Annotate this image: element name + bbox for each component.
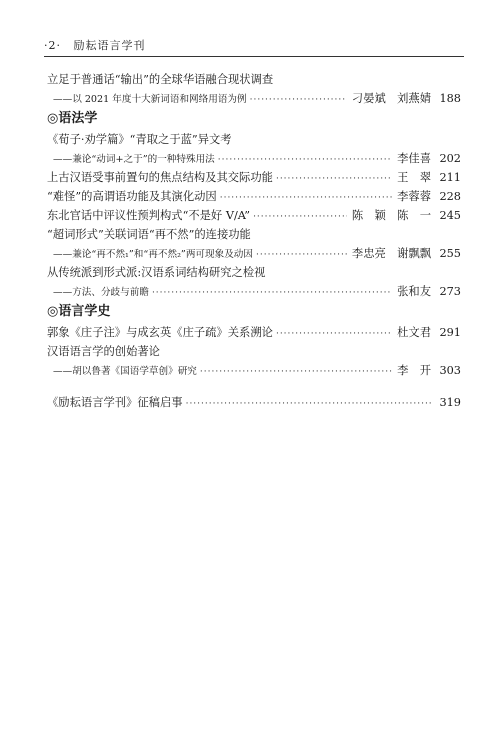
dot-leader <box>152 284 392 303</box>
entry-title: 郭象《庄子注》与成玄英《庄子疏》关系溯论 <box>47 326 273 339</box>
entry-author: 陈 颖 陈 一 <box>351 209 431 222</box>
toc-entry-subtitle[interactable] <box>47 282 461 301</box>
entry-page: 211 <box>439 171 461 184</box>
entry-page: 202 <box>439 152 461 165</box>
entry-title: “难怪”的高谓语功能及其演化动因 <box>47 190 217 203</box>
toc-entry[interactable] <box>47 168 461 187</box>
entry-title: 《荀子·劝学篇》“青取之于蓝”异文考 <box>47 133 232 146</box>
running-header <box>44 37 464 53</box>
entry-page: 319 <box>439 396 461 409</box>
entry-author: 李蓉蓉 <box>397 190 431 203</box>
entry-author: 杜文君 <box>397 326 431 339</box>
toc-entry-subtitle[interactable] <box>47 361 461 380</box>
entry-title: 汉语语言学的创始著论 <box>47 345 160 358</box>
entry-author: 王 翠 <box>397 171 431 184</box>
entry-author: 李忠亮 谢飘飘 <box>351 247 431 260</box>
entry-subtitle: ——兼论“再不然₁”和“再不然₂”两可现象及动因 <box>53 249 253 260</box>
toc-entry-subtitle[interactable] <box>47 89 461 108</box>
toc-entry-title[interactable] <box>47 130 461 149</box>
table-of-contents <box>47 70 461 412</box>
dot-leader <box>276 325 392 344</box>
entry-subtitle: ——方法、分歧与前瞻 <box>53 287 149 298</box>
toc-entry[interactable] <box>47 206 461 225</box>
entry-author: 刁晏斌 刘燕婧 <box>351 92 431 105</box>
entry-title: 从传统派到形式派:汉语系词结构研究之检视 <box>47 266 266 279</box>
entry-page: 188 <box>439 92 461 105</box>
toc-entry[interactable] <box>47 323 461 342</box>
section-heading-grammar: ◎语法学 <box>47 111 98 126</box>
entry-title: “超词形式”关联词语“再不然”的连接功能 <box>47 228 251 241</box>
section-heading-history: ◎语言学史 <box>47 304 111 319</box>
toc-entry-title[interactable] <box>47 263 461 282</box>
header-rule <box>44 56 464 57</box>
toc-entry-title[interactable] <box>47 225 461 244</box>
page-marker: ·2· <box>44 39 61 52</box>
toc-entry-title[interactable] <box>47 70 461 89</box>
dot-leader <box>253 208 347 227</box>
dot-leader <box>276 170 392 189</box>
dot-leader <box>200 363 392 382</box>
journal-name: 励耘语言学刊 <box>73 39 146 52</box>
entry-page: 255 <box>439 247 461 260</box>
entry-page: 228 <box>439 190 461 203</box>
entry-page: 291 <box>439 326 461 339</box>
toc-entry[interactable] <box>47 393 461 412</box>
entry-page: 273 <box>439 285 461 298</box>
dot-leader <box>186 395 432 414</box>
entry-author: 李 开 <box>397 364 431 377</box>
entry-subtitle: ——胡以鲁著《国语学草创》研究 <box>53 366 197 377</box>
entry-subtitle: ——兼论“动词+之于”的一种特殊用法 <box>53 154 215 165</box>
entry-title: 《励耘语言学刊》征稿启事 <box>47 396 183 409</box>
dot-leader <box>256 246 347 265</box>
entry-title: 上古汉语受事前置句的焦点结构及其交际功能 <box>47 171 273 184</box>
entry-title: 立足于普通话“输出”的全球华语融合现状调查 <box>47 73 274 86</box>
entry-title: 东北官话中评议性预判构式“不是好 V/A” <box>47 209 251 222</box>
toc-entry-title[interactable] <box>47 342 461 361</box>
dot-leader <box>250 91 347 110</box>
toc-entry-subtitle[interactable] <box>47 244 461 263</box>
toc-entry[interactable] <box>47 187 461 206</box>
toc-entry-subtitle[interactable] <box>47 149 461 168</box>
entry-page: 303 <box>439 364 461 377</box>
entry-author: 李佳喜 <box>397 152 431 165</box>
entry-subtitle: ——以 2021 年度十大新词语和网络用语为例 <box>53 94 247 105</box>
entry-page: 245 <box>439 209 461 222</box>
entry-author: 张和友 <box>397 285 431 298</box>
